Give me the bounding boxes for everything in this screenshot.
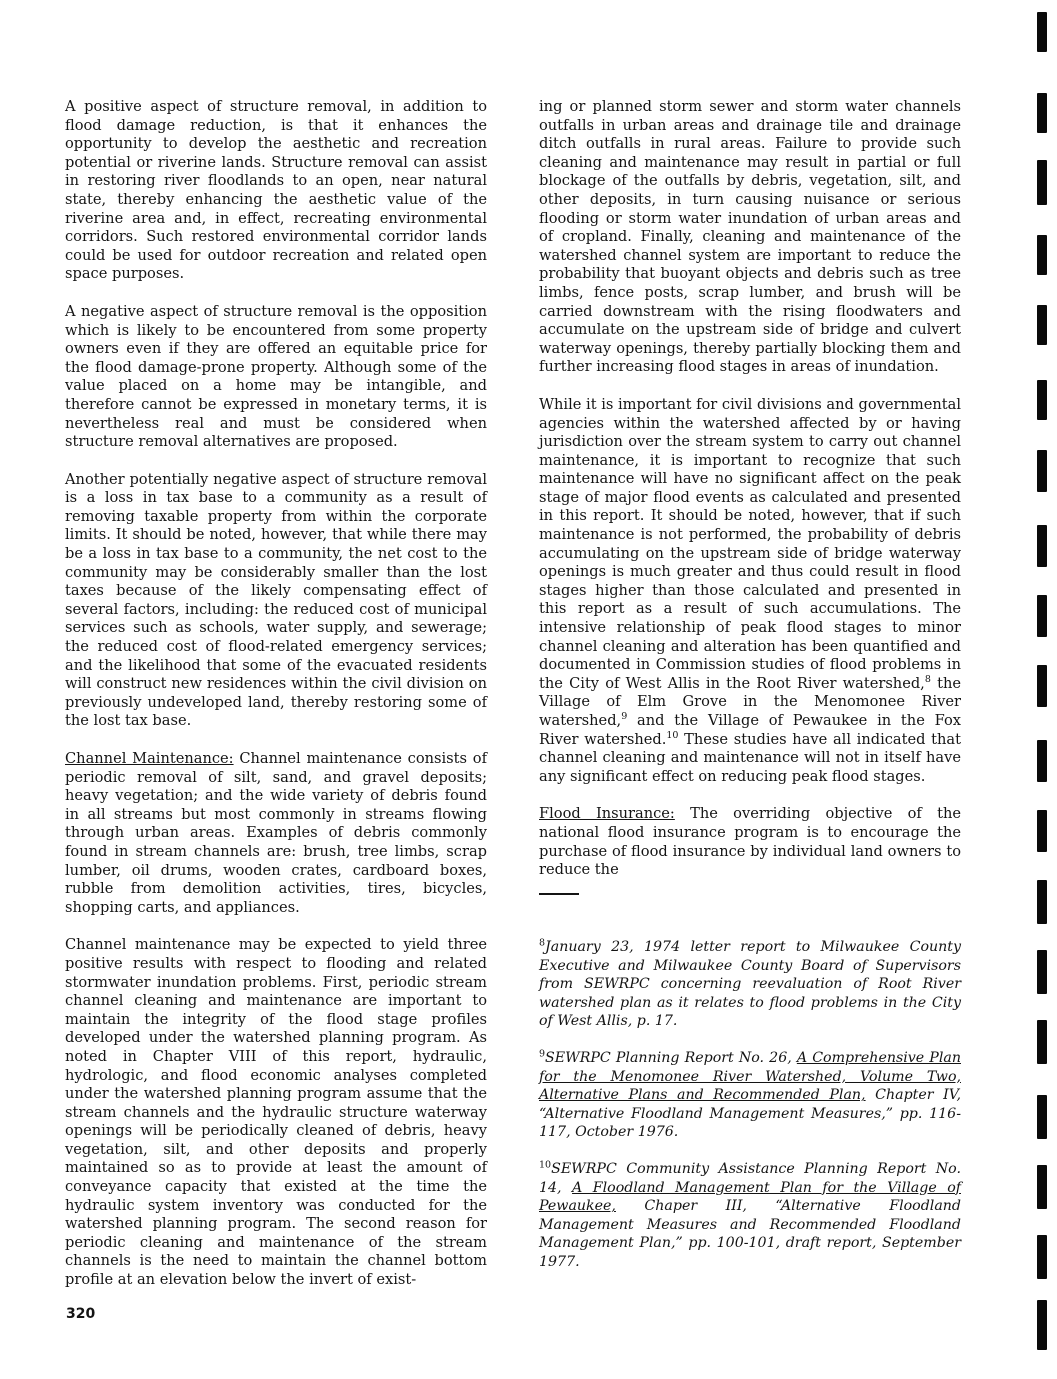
edge-mark bbox=[1037, 525, 1047, 567]
edge-mark bbox=[1037, 1095, 1047, 1139]
flood-insurance-heading: Flood Insurance: bbox=[539, 805, 675, 823]
edge-mark bbox=[1037, 12, 1047, 52]
paragraph-outfalls: ing or planned storm sewer and storm water channels outfalls in urban areas and drainage tile and drainage ditch outfalls in rural areas. Failure to provide such cleaning and maintenance may result in partial or full blockage of the outfalls by debris, vegetation, silt, and other deposits, in turn causing nuisance or serious flooding or storm water inundation of urban areas and of cropland. Finally, cleaning and maintenance of the watershed channel system are important to reduce the probability that buoyant objects and debris such as tree limbs, fence posts, scrap lumber, and brush will be carried downstream with the rising floodwaters and accumulate on the upstream side of bridge and culvert waterway openings, thereby partially blocking them and further increasing flood stages in areas of inundation. bbox=[539, 98, 961, 376]
edge-mark bbox=[1037, 950, 1047, 994]
footnotes bbox=[539, 938, 961, 1290]
edge-mark bbox=[1037, 160, 1047, 205]
edge-mark bbox=[1037, 235, 1047, 275]
paragraph-structure-removal-positive: A positive aspect of structure removal, in addition to flood damage reduction, is that it enhances the opportunity to develop the aesthetic and recreation potential or riverine lands. Structure removal can assist in restoring river floodlands to an open, near natural state, thereby enhancing the aesthetic value of the riverine area and, in effect, recreating environmental corridors. Such restored environmental corridor lands could be used for outdoor recreation and related open space purposes. bbox=[65, 98, 487, 283]
edge-mark bbox=[1037, 93, 1047, 133]
paragraph-civil-divisions: While it is important for civil divisions and governmental agencies within the watershed affected by or having jurisdiction over the stream system to carry out channel maintenance, it is important to recognize that such maintenance will have no significant affect on the peak stage of major flood events as calculated and presented in this report. It should be noted, however, that if such maintenance is not performed, the probability of debris accumulating on the upstream side of bridge waterway openings is much greater and thus could result in flood stages higher than those calculated and presented in this report as a result of such accumulations. The intensive relationship of peak flood stages to minor channel cleaning and alteration has been quantified and documented in Commission studies of flood problems in the City of West Allis in the Root River watershed,$^8$ the Village of Elm Grove in the Menomonee River watershed,$^9$ and the Village of Pewaukee in the Fox River watershed.$^{10}$ These studies have all indicated that channel cleaning and maintenance will not in itself have any significant effect on reducing peak flood stages. bbox=[539, 395, 961, 785]
footnote-ref-8: 8 bbox=[924, 673, 931, 685]
footnote-9: $^9$SEWRPC Planning Report No. 26, A Comprehensive Plan for the Menomonee River Watershed, Volume Two, Alternative Plans and Recommended Plan, Chapter IV, “Alternative Floodland Management Measures,” pp. 116-117, October 1976. bbox=[539, 1048, 962, 1141]
scan-edge-marks bbox=[1037, 0, 1051, 1379]
edge-mark bbox=[1037, 595, 1047, 637]
edge-mark bbox=[1037, 305, 1047, 345]
edge-mark bbox=[1037, 1235, 1047, 1279]
paragraph-channel-maintenance-results: Channel maintenance may be expected to yield three positive results with respect to flooding and related stormwater inundation problems. First, periodic stream channel cleaning and maintenance are important to maintain the integrity of the flood stage profiles developed under the watershed planning program. As noted in Chapter VIII of this report, hydraulic, hydrologic, and flood economic analyses completed under the watershed planning program assume that the stream channels and the hydraulic structure waterway openings will be periodically cleaned of debris, heavy vegetation, silt, and other deposits and properly maintained so as to provide at least the amount of conveyance capacity that existed at the time the hydraulic system inventory was conducted for the watershed planning program. The second reason for periodic cleaning and maintenance of the stream channels is the need to maintain the channel bottom profile at an elevation below the invert of exist- bbox=[65, 936, 487, 1289]
page-number: 320 bbox=[66, 1306, 96, 1322]
edge-mark bbox=[1037, 380, 1047, 420]
paragraph-channel-maintenance bbox=[65, 750, 487, 917]
edge-mark bbox=[1037, 1020, 1047, 1064]
footnote-divider bbox=[539, 893, 579, 895]
channel-maintenance-text: Channel maintenance consists of periodic removal of silt, sand, and gravel deposits; heavy vegetation; and the wide variety of debris found in all streams but most commonly in streams flowing through urban areas. Examples of debris commonly found in stream channels are: brush, tree limbs, scrap lumber, oil drums, wooden crates, cardboard boxes, rubble from demolition activities, tires, bicycles, shopping carts, and appliances. bbox=[65, 750, 487, 916]
edge-mark bbox=[1037, 740, 1047, 782]
edge-mark bbox=[1037, 880, 1047, 924]
paragraph-tax-base: Another potentially negative aspect of structure removal is a loss in tax base to a community as a result of removing taxable property from within the corporate limits. It should be noted, however, that while there may be a loss in tax base to a community, the net cost to the community may be considerably smaller than the lost taxes because of the likely compensating effect of several factors, including: the reduced cost of municipal services such as schools, water supply, and sewerage; the reduced cost of flood-related emergency services; and the likelihood that some of the evacuated residents will construct new residences within the civil division on previously undeveloped land, thereby restoring some of the lost tax base. bbox=[65, 470, 487, 730]
footnote-10: $^{10}$SEWRPC Community Assistance Planning Report No. 14, A Floodland Management Plan for the Village of Pewaukee, Chaper III, “Alternative Floodland Management Measures and Recommended Floodland Management Plan,” pp. 100-101, draft report, September 1977. bbox=[539, 1159, 961, 1270]
footnote-ref-10: 10 bbox=[666, 729, 679, 741]
edge-mark bbox=[1037, 1300, 1047, 1350]
edge-mark bbox=[1037, 1165, 1047, 1209]
edge-mark bbox=[1037, 810, 1047, 852]
left-column bbox=[65, 98, 487, 1309]
edge-mark bbox=[1037, 450, 1047, 492]
right-column bbox=[539, 98, 961, 899]
paragraph-flood-insurance: Flood Insurance: The overriding objective of the national flood insurance program is to encourage the purchase of flood insurance by individual land owners to reduce the bbox=[539, 805, 961, 879]
channel-maintenance-heading: Channel Maintenance: bbox=[65, 750, 234, 767]
footnote-8: $^8$January 23, 1974 letter report to Milwaukee County Executive and Milwaukee County Board of Supervisors from SEWRPC concerning reevaluation of Root River watershed plan as it relates to flood problems in the City of West Allis, p. 17. bbox=[539, 937, 961, 1030]
paragraph-structure-removal-negative: A negative aspect of structure removal is the opposition which is likely to be encountered from some property owners even if they are offered an equitable price for the flood damage-prone property. Although some of the value placed on a home may be intangible, and therefore cannot be expressed in monetary terms, it is nevertheless real and must be considered when structure removal alternatives are proposed. bbox=[65, 302, 487, 451]
footnote-ref-9: 9 bbox=[621, 711, 628, 723]
edge-mark bbox=[1037, 665, 1047, 707]
